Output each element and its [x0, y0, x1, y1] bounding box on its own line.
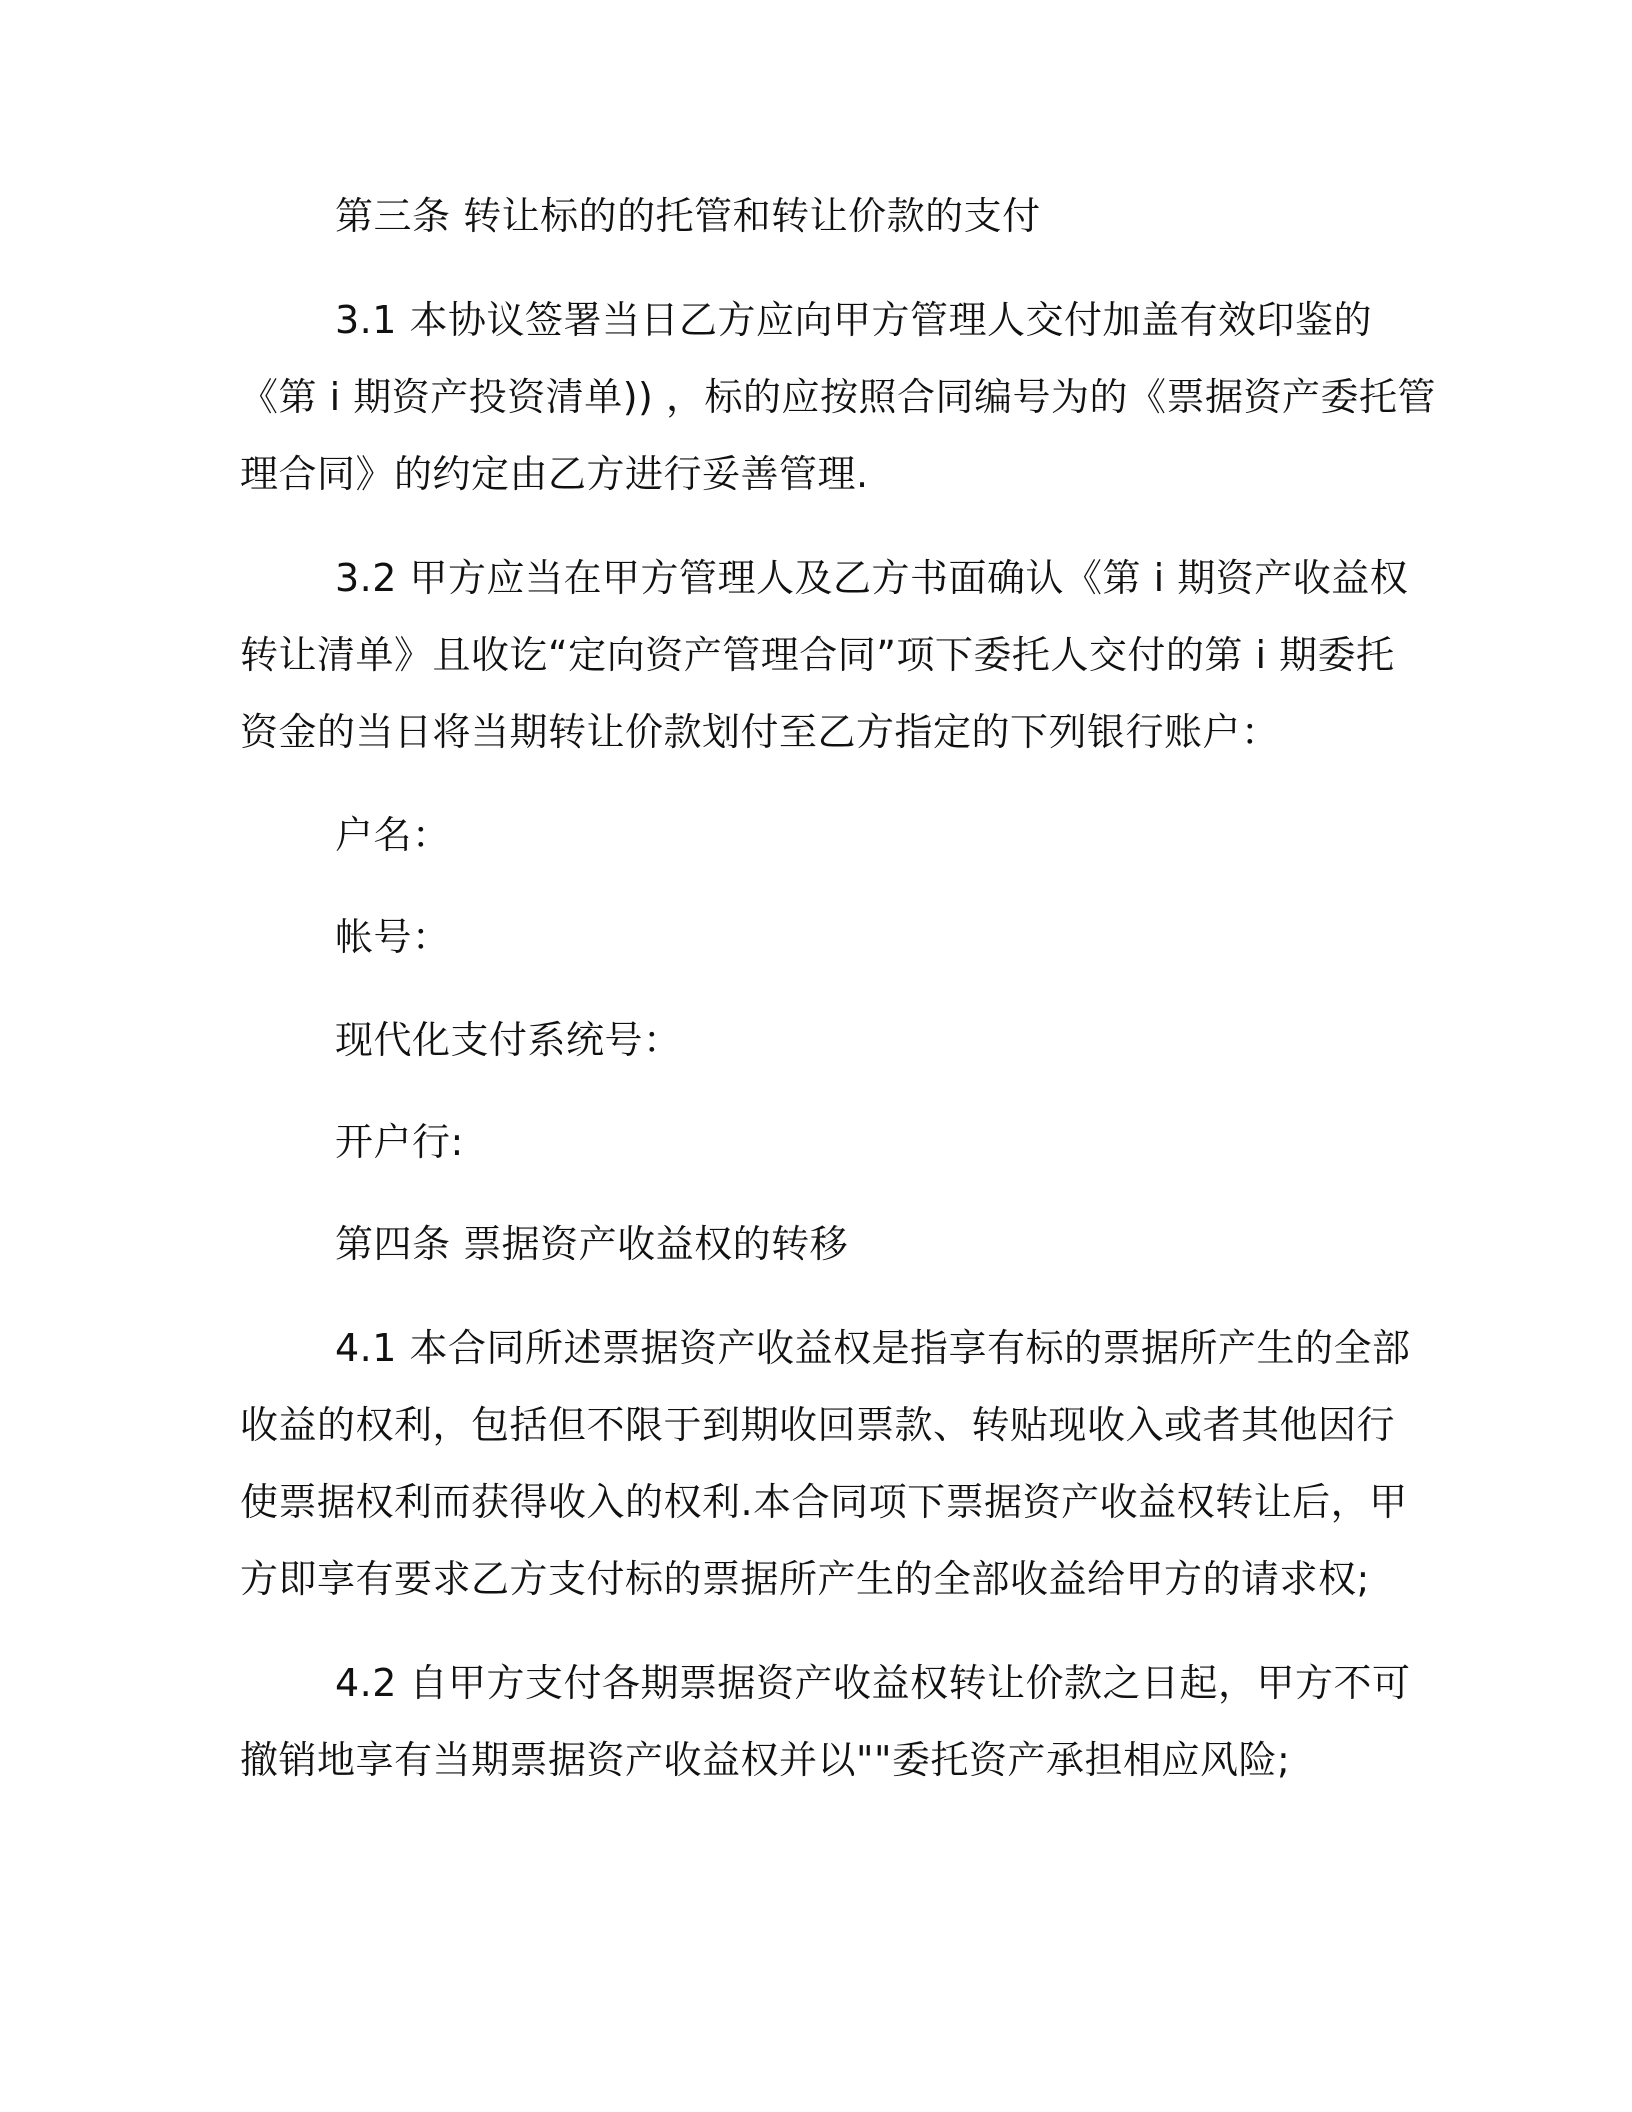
paragraph-3-2-line-3: 资金的当日将当期转让价款划付至乙方指定的下列银行账户：	[240, 710, 1280, 754]
account-number-label: 帐号：	[335, 915, 451, 959]
payment-system-label: 现代化支付系统号：	[335, 1018, 682, 1062]
paragraph-4-1-line-4: 方即享有要求乙方支付标的票据所产生的全部收益给甲方的请求权;	[240, 1557, 1370, 1601]
article3-heading: 第三条 转让标的的托管和转让价款的支付	[335, 194, 1041, 238]
paragraph-4-2-line-1: 4.2 自甲方支付各期票据资产收益权转让价款之日起，甲方不可	[335, 1661, 1411, 1705]
paragraph-4-1-line-2: 收益的权利，包括但不限于到期收回票款、转贴现收入或者其他因行	[240, 1403, 1396, 1447]
paragraph-3-2-line-1: 3.2 甲方应当在甲方管理人及乙方书面确认《第 i 期资产收益权	[335, 556, 1409, 600]
paragraph-3-2-line-2: 转让清单》且收讫“定向资产管理合同”项下委托人交付的第 i 期委托	[240, 633, 1395, 677]
article4-heading: 第四条 票据资产收益权的转移	[335, 1222, 849, 1266]
paragraph-4-1-line-3: 使票据权利而获得收入的权利.本合同项下票据资产收益权转让后，甲	[240, 1480, 1408, 1524]
paragraph-3-1-line-3: 理合同》的约定由乙方进行妥善管理.	[240, 452, 869, 496]
paragraph-4-1-line-1: 4.1 本合同所述票据资产收益权是指享有标的票据所产生的全部	[335, 1326, 1411, 1370]
paragraph-3-1-line-1: 3.1 本协议签署当日乙方应向甲方管理人交付加盖有效印鉴的	[335, 298, 1373, 342]
account-name-label: 户名：	[335, 813, 451, 857]
paragraph-4-2-line-2: 撤销地享有当期票据资产收益权并以""委托资产承担相应风险;	[240, 1738, 1291, 1782]
paragraph-3-1-line-2: 《第 i 期资产投资清单)) ，标的应按照合同编号为的《票据资产委托管	[240, 375, 1436, 419]
bank-label: 开户行:	[335, 1120, 464, 1164]
